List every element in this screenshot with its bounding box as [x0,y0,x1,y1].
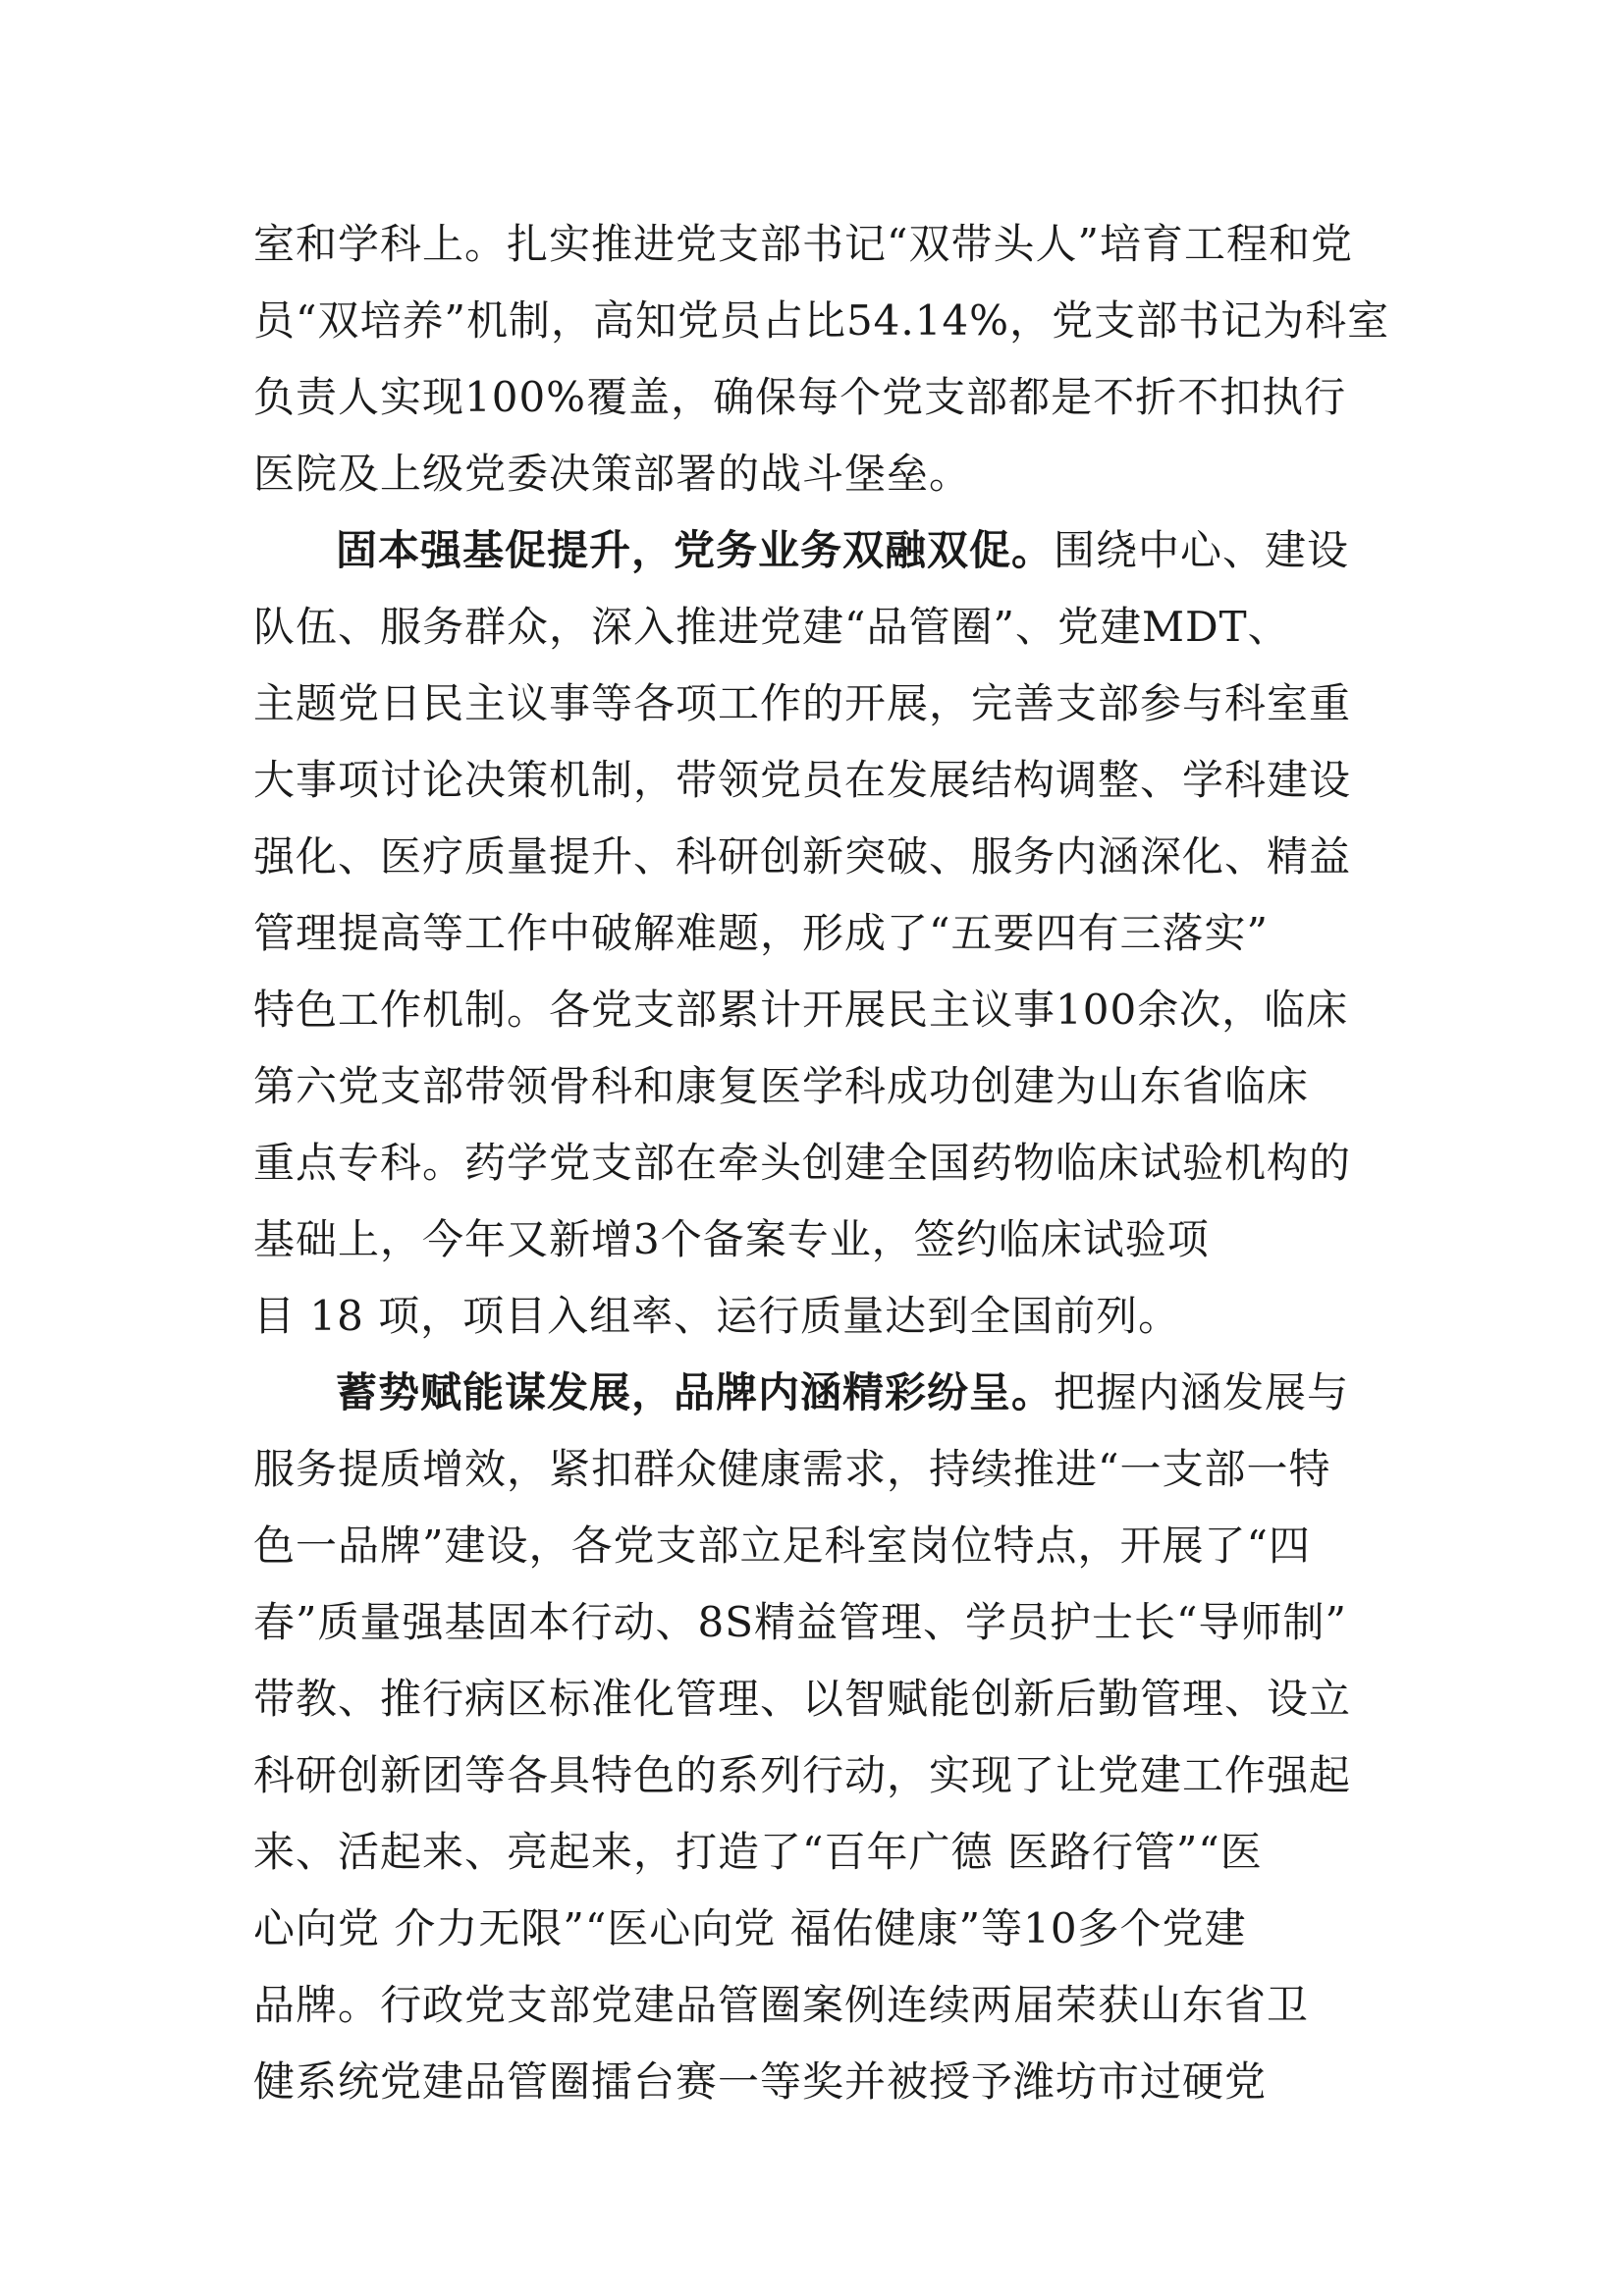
paragraph-heading: 蓄势赋能谋发展，品牌内涵精彩纷呈。 [336,1368,1055,1416]
text-line: 特色工作机制。各党支部累计开展民主议事100余次，临床 [253,986,1349,1034]
text-line: 带教、推行病区标准化管理、以智赋能创新后勤管理、设立 [253,1675,1352,1723]
text-span: 把握内涵发展与 [1054,1368,1350,1416]
paragraph-2 [253,512,1382,1355]
text-line: 负责人实现100%覆盖，确保每个党支部都是不折不扣执行 [253,373,1347,421]
text-line [253,512,1382,589]
paragraph-1 [253,206,1390,512]
text-line: 健系统党建品管圈擂台赛一等奖并被授予潍坊市过硬党 [253,2057,1268,2106]
text-line: 主题党日民主议事等各项工作的开展，完善支部参与科室重 [253,679,1352,727]
text-line: 基础上，今年又新增3个备案专业，签约临床试验项 [253,1215,1210,1263]
document-body [253,206,1390,2120]
text-line: 管理提高等工作中破解难题，形成了“五要四有三落实” [253,909,1269,957]
text-line: 室和学科上。扎实推进党支部书记“双带头人”培育工程和党 [253,220,1353,268]
text-line: 来、活起来、亮起来，打造了“百年广德 医路行管”“医 [253,1828,1263,1876]
text-line: 服务提质增效，紧扣群众健康需求，持续推进“一支部一特 [253,1445,1331,1493]
text-line: 队伍、服务群众，深入推进党建“品管圈”、党建MDT、 [253,603,1290,651]
text-line: 品牌。行政党支部党建品管圈案例连续两届荣获山东省卫 [253,1981,1310,2029]
text-line: 色一品牌”建设，各党支部立足科室岗位特点，开展了“四 [253,1522,1311,1570]
text-line: 第六党支部带领骨科和康复医学科成功创建为山东省临床 [253,1062,1310,1110]
paragraph-3 [253,1355,1382,2120]
text-line: 医院及上级党委决策部署的战斗堡垒。 [253,450,972,498]
text-line: 春”质量强基固本行动、8S精益管理、学员护士长“导师制” [253,1598,1347,1646]
text-line: 目 18 项，项目入组率、运行质量达到全国前列。 [253,1292,1181,1340]
text-line [253,1355,1382,1431]
text-span: 围绕中心、建设 [1054,526,1350,574]
text-line: 大事项讨论决策机制，带领党员在发展结构调整、学科建设 [253,756,1352,804]
text-line: 强化、医疗质量提升、科研创新突破、服务内涵深化、精益 [253,832,1352,881]
text-line: 员“双培养”机制，高知党员占比54.14%，党支部书记为科室 [253,296,1390,345]
paragraph-heading: 固本强基促提升，党务业务双融双促。 [336,526,1055,574]
text-line: 心向党 介力无限”“医心向党 福佑健康”等10多个党建 [253,1904,1247,1952]
text-line: 重点专科。药学党支部在牵头创建全国药物临床试验机构的 [253,1139,1352,1187]
text-line: 科研创新团等各具特色的系列行动，实现了让党建工作强起 [253,1751,1352,1799]
